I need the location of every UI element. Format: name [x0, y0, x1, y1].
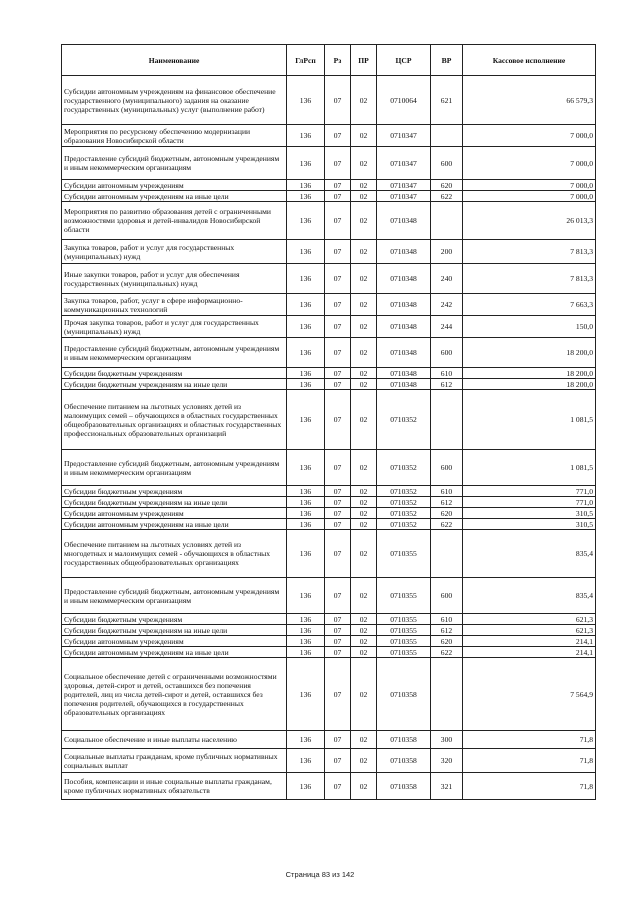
row-glrsp-cell: 136 [287, 519, 325, 530]
row-glrsp-cell: 136 [287, 264, 325, 294]
table-row [62, 749, 596, 773]
row-glrsp-cell: 136 [287, 125, 325, 147]
row-vr-cell: 620 [431, 636, 463, 647]
column-header-amount: Кассовое исполнение [463, 45, 596, 76]
row-pr-cell: 02 [351, 486, 377, 497]
row-glrsp-cell: 136 [287, 147, 325, 180]
row-vr-cell [431, 390, 463, 450]
row-vr-cell: 600 [431, 147, 463, 180]
row-amount-cell: 621,3 [463, 614, 596, 625]
row-rz-cell: 07 [325, 486, 351, 497]
row-csr-cell: 0710347 [377, 147, 431, 180]
row-pr-cell: 02 [351, 368, 377, 379]
row-name-cell: Обеспечение питанием на льготных условиях детей из малоимущих семей – обучающихся в областных государственных общеобразовательных организациях и областных государственных профессиональных образовательных организаций [62, 390, 287, 450]
row-amount-cell: 18 200,0 [463, 368, 596, 379]
table-row [62, 338, 596, 368]
table-header-row [62, 45, 596, 76]
table-row [62, 191, 596, 202]
row-name-cell: Прочая закупка товаров, работ и услуг для государственных (муниципальных) нужд [62, 316, 287, 338]
row-pr-cell: 02 [351, 497, 377, 508]
row-rz-cell: 07 [325, 76, 351, 125]
row-pr-cell: 02 [351, 191, 377, 202]
row-pr-cell: 02 [351, 636, 377, 647]
row-glrsp-cell: 136 [287, 368, 325, 379]
table-row [62, 125, 596, 147]
row-csr-cell: 0710355 [377, 530, 431, 578]
table-row [62, 773, 596, 800]
row-name-cell: Мероприятия по ресурсному обеспечению модернизации образования Новосибирской области [62, 125, 287, 147]
row-amount-cell: 7 663,3 [463, 294, 596, 316]
row-vr-cell: 612 [431, 497, 463, 508]
row-rz-cell: 07 [325, 636, 351, 647]
table-row [62, 147, 596, 180]
table-body [62, 76, 596, 800]
row-amount-cell: 26 013,3 [463, 202, 596, 240]
row-pr-cell: 02 [351, 614, 377, 625]
row-csr-cell: 0710352 [377, 519, 431, 530]
page-number: Страница 83 из 142 [285, 870, 355, 879]
row-glrsp-cell: 136 [287, 530, 325, 578]
row-rz-cell: 07 [325, 147, 351, 180]
row-vr-cell: 240 [431, 264, 463, 294]
row-csr-cell: 0710355 [377, 578, 431, 614]
column-header-rz: Рз [325, 45, 351, 76]
row-rz-cell: 07 [325, 368, 351, 379]
row-vr-cell [431, 125, 463, 147]
row-pr-cell: 02 [351, 647, 377, 658]
table-row [62, 76, 596, 125]
row-glrsp-cell: 136 [287, 338, 325, 368]
row-name-cell: Обеспечение питанием на льготных условиях детей из многодетных и малоимущих семей - обучающихся в областных государственных общеобразовательных организациях [62, 530, 287, 578]
row-csr-cell: 0710352 [377, 450, 431, 486]
row-rz-cell: 07 [325, 390, 351, 450]
row-amount-cell: 18 200,0 [463, 379, 596, 390]
row-amount-cell: 7 000,0 [463, 147, 596, 180]
table-row [62, 294, 596, 316]
row-glrsp-cell: 136 [287, 486, 325, 497]
row-vr-cell: 620 [431, 508, 463, 519]
row-amount-cell: 771,0 [463, 497, 596, 508]
row-amount-cell: 1 081,5 [463, 450, 596, 486]
table-row [62, 614, 596, 625]
row-csr-cell: 0710355 [377, 614, 431, 625]
row-rz-cell: 07 [325, 379, 351, 390]
row-pr-cell: 02 [351, 625, 377, 636]
row-csr-cell: 0710348 [377, 240, 431, 264]
table-row [62, 519, 596, 530]
row-csr-cell: 0710348 [377, 264, 431, 294]
row-amount-cell: 7 813,3 [463, 240, 596, 264]
row-vr-cell: 612 [431, 379, 463, 390]
row-name-cell: Субсидии автономным учреждениям на иные цели [62, 647, 287, 658]
row-vr-cell: 300 [431, 731, 463, 749]
row-vr-cell: 244 [431, 316, 463, 338]
row-glrsp-cell: 136 [287, 390, 325, 450]
row-pr-cell: 02 [351, 316, 377, 338]
row-rz-cell: 07 [325, 658, 351, 731]
row-pr-cell: 02 [351, 240, 377, 264]
row-rz-cell: 07 [325, 180, 351, 191]
column-header-name: Наименование [62, 45, 287, 76]
row-glrsp-cell: 136 [287, 497, 325, 508]
row-csr-cell: 0710348 [377, 338, 431, 368]
row-csr-cell: 0710358 [377, 749, 431, 773]
row-pr-cell: 02 [351, 202, 377, 240]
row-name-cell: Закупка товаров, работ и услуг для государственных (муниципальных) нужд [62, 240, 287, 264]
table-row [62, 497, 596, 508]
row-vr-cell: 610 [431, 368, 463, 379]
row-rz-cell: 07 [325, 625, 351, 636]
row-pr-cell: 02 [351, 731, 377, 749]
row-name-cell: Иные закупки товаров, работ и услуг для обеспечения государственных (муниципальных) нужд [62, 264, 287, 294]
row-glrsp-cell: 136 [287, 191, 325, 202]
row-pr-cell: 02 [351, 147, 377, 180]
row-name-cell: Субсидии автономным учреждениям [62, 180, 287, 191]
table-row [62, 180, 596, 191]
row-csr-cell: 0710348 [377, 368, 431, 379]
row-name-cell: Предоставление субсидий бюджетным, автономным учреждениям и иным некоммерческим организациям [62, 338, 287, 368]
row-glrsp-cell: 136 [287, 202, 325, 240]
row-glrsp-cell: 136 [287, 731, 325, 749]
row-glrsp-cell: 136 [287, 379, 325, 390]
row-rz-cell: 07 [325, 202, 351, 240]
row-glrsp-cell: 136 [287, 658, 325, 731]
row-rz-cell: 07 [325, 614, 351, 625]
row-pr-cell: 02 [351, 508, 377, 519]
row-amount-cell: 71,8 [463, 749, 596, 773]
row-rz-cell: 07 [325, 578, 351, 614]
row-pr-cell: 02 [351, 76, 377, 125]
row-name-cell: Закупка товаров, работ, услуг в сфере информационно-коммуникационных технологий [62, 294, 287, 316]
row-pr-cell: 02 [351, 180, 377, 191]
row-name-cell: Субсидии автономным учреждениям на иные цели [62, 519, 287, 530]
row-amount-cell: 310,5 [463, 508, 596, 519]
row-rz-cell: 07 [325, 647, 351, 658]
row-csr-cell: 0710347 [377, 125, 431, 147]
row-rz-cell: 07 [325, 450, 351, 486]
row-vr-cell: 622 [431, 519, 463, 530]
row-glrsp-cell: 136 [287, 749, 325, 773]
row-pr-cell: 02 [351, 773, 377, 800]
row-vr-cell: 600 [431, 578, 463, 614]
row-amount-cell: 7 813,3 [463, 264, 596, 294]
table-row [62, 636, 596, 647]
row-amount-cell: 7 000,0 [463, 180, 596, 191]
row-csr-cell: 0710064 [377, 76, 431, 125]
row-vr-cell: 622 [431, 647, 463, 658]
table-row [62, 647, 596, 658]
table-row [62, 658, 596, 731]
row-name-cell: Субсидии бюджетным учреждениям на иные цели [62, 379, 287, 390]
row-rz-cell: 07 [325, 316, 351, 338]
row-amount-cell: 214,1 [463, 647, 596, 658]
row-rz-cell: 07 [325, 519, 351, 530]
row-csr-cell: 0710358 [377, 658, 431, 731]
row-vr-cell [431, 658, 463, 731]
budget-table [61, 44, 596, 800]
row-vr-cell [431, 530, 463, 578]
row-csr-cell: 0710348 [377, 294, 431, 316]
column-header-pr: ПР [351, 45, 377, 76]
row-pr-cell: 02 [351, 578, 377, 614]
column-header-vr: ВР [431, 45, 463, 76]
row-glrsp-cell: 136 [287, 450, 325, 486]
table-row [62, 731, 596, 749]
table-row [62, 450, 596, 486]
row-name-cell: Субсидии автономным учреждениям [62, 636, 287, 647]
row-csr-cell: 0710348 [377, 379, 431, 390]
row-amount-cell: 150,0 [463, 316, 596, 338]
row-glrsp-cell: 136 [287, 578, 325, 614]
row-vr-cell: 612 [431, 625, 463, 636]
row-rz-cell: 07 [325, 530, 351, 578]
row-rz-cell: 07 [325, 773, 351, 800]
row-csr-cell: 0710355 [377, 647, 431, 658]
row-amount-cell: 7 000,0 [463, 191, 596, 202]
row-vr-cell: 610 [431, 614, 463, 625]
row-name-cell: Субсидии автономным учреждениям на иные цели [62, 191, 287, 202]
row-name-cell: Предоставление субсидий бюджетным, автономным учреждениям и иным некоммерческим организациям [62, 450, 287, 486]
row-pr-cell: 02 [351, 530, 377, 578]
row-glrsp-cell: 136 [287, 180, 325, 191]
row-amount-cell: 7 564,9 [463, 658, 596, 731]
row-glrsp-cell: 136 [287, 294, 325, 316]
row-vr-cell: 610 [431, 486, 463, 497]
row-csr-cell: 0710347 [377, 180, 431, 191]
row-glrsp-cell: 136 [287, 773, 325, 800]
row-pr-cell: 02 [351, 379, 377, 390]
row-name-cell: Субсидии автономным учреждениям [62, 508, 287, 519]
table-row [62, 578, 596, 614]
row-glrsp-cell: 136 [287, 647, 325, 658]
row-rz-cell: 07 [325, 264, 351, 294]
table-row [62, 316, 596, 338]
row-name-cell: Субсидии бюджетным учреждениям [62, 614, 287, 625]
table-row [62, 240, 596, 264]
table-row [62, 508, 596, 519]
row-glrsp-cell: 136 [287, 76, 325, 125]
table-row [62, 390, 596, 450]
row-vr-cell: 600 [431, 450, 463, 486]
row-csr-cell: 0710348 [377, 316, 431, 338]
row-glrsp-cell: 136 [287, 508, 325, 519]
row-amount-cell: 71,8 [463, 731, 596, 749]
row-vr-cell: 621 [431, 76, 463, 125]
row-rz-cell: 07 [325, 338, 351, 368]
row-rz-cell: 07 [325, 731, 351, 749]
row-glrsp-cell: 136 [287, 625, 325, 636]
row-glrsp-cell: 136 [287, 614, 325, 625]
row-pr-cell: 02 [351, 390, 377, 450]
row-name-cell: Субсидии бюджетным учреждениям на иные цели [62, 497, 287, 508]
row-vr-cell: 242 [431, 294, 463, 316]
row-name-cell: Социальное обеспечение и иные выплаты населению [62, 731, 287, 749]
row-amount-cell: 621,3 [463, 625, 596, 636]
row-name-cell: Пособия, компенсации и иные социальные выплаты гражданам, кроме публичных нормативных обязательств [62, 773, 287, 800]
table-row [62, 625, 596, 636]
row-amount-cell: 310,5 [463, 519, 596, 530]
row-csr-cell: 0710358 [377, 773, 431, 800]
row-name-cell: Предоставление субсидий бюджетным, автономным учреждениям и иным некоммерческим организациям [62, 147, 287, 180]
row-name-cell: Субсидии автономным учреждениям на финансовое обеспечение государственного (муниципального) задания на оказание государственных (муниципальных) услуг (выполнение работ) [62, 76, 287, 125]
row-name-cell: Мероприятия по развитию образования детей с ограниченными возможностями здоровья и детей-инвалидов Новосибирской области [62, 202, 287, 240]
column-header-csr: ЦСР [377, 45, 431, 76]
row-amount-cell: 835,4 [463, 578, 596, 614]
row-csr-cell: 0710352 [377, 390, 431, 450]
row-vr-cell: 320 [431, 749, 463, 773]
row-name-cell: Социальное обеспечение детей с ограниченными возможностями здоровья, детей-сирот и детей, оставшихся без попечения родителей, лиц из числа детей-сирот и детей, оставшихся без попечения родителей, обучающихся в государственных образовательных организациях [62, 658, 287, 731]
table-row [62, 264, 596, 294]
row-pr-cell: 02 [351, 519, 377, 530]
row-rz-cell: 07 [325, 497, 351, 508]
row-vr-cell: 200 [431, 240, 463, 264]
row-glrsp-cell: 136 [287, 636, 325, 647]
row-rz-cell: 07 [325, 508, 351, 519]
row-amount-cell: 71,8 [463, 773, 596, 800]
row-glrsp-cell: 136 [287, 240, 325, 264]
row-vr-cell: 622 [431, 191, 463, 202]
row-csr-cell: 0710347 [377, 191, 431, 202]
row-rz-cell: 07 [325, 749, 351, 773]
row-rz-cell: 07 [325, 191, 351, 202]
row-name-cell: Субсидии бюджетным учреждениям на иные цели [62, 625, 287, 636]
table-row [62, 202, 596, 240]
row-amount-cell: 1 081,5 [463, 390, 596, 450]
row-csr-cell: 0710355 [377, 636, 431, 647]
row-glrsp-cell: 136 [287, 316, 325, 338]
row-name-cell: Субсидии бюджетным учреждениям [62, 486, 287, 497]
column-header-glrsp: ГлРсп [287, 45, 325, 76]
row-amount-cell: 771,0 [463, 486, 596, 497]
row-vr-cell: 600 [431, 338, 463, 368]
row-pr-cell: 02 [351, 658, 377, 731]
table-row [62, 379, 596, 390]
row-pr-cell: 02 [351, 264, 377, 294]
row-rz-cell: 07 [325, 125, 351, 147]
row-amount-cell: 214,1 [463, 636, 596, 647]
row-csr-cell: 0710358 [377, 731, 431, 749]
row-name-cell: Субсидии бюджетным учреждениям [62, 368, 287, 379]
row-name-cell: Социальные выплаты гражданам, кроме публичных нормативных социальных выплат [62, 749, 287, 773]
table-row [62, 530, 596, 578]
row-amount-cell: 835,4 [463, 530, 596, 578]
row-pr-cell: 02 [351, 125, 377, 147]
row-amount-cell: 7 000,0 [463, 125, 596, 147]
row-csr-cell: 0710355 [377, 625, 431, 636]
row-amount-cell: 18 200,0 [463, 338, 596, 368]
table-row [62, 368, 596, 379]
row-rz-cell: 07 [325, 240, 351, 264]
row-csr-cell: 0710352 [377, 486, 431, 497]
row-amount-cell: 66 579,3 [463, 76, 596, 125]
row-rz-cell: 07 [325, 294, 351, 316]
table-row [62, 486, 596, 497]
row-vr-cell: 321 [431, 773, 463, 800]
row-vr-cell [431, 202, 463, 240]
row-csr-cell: 0710352 [377, 508, 431, 519]
row-csr-cell: 0710352 [377, 497, 431, 508]
row-pr-cell: 02 [351, 294, 377, 316]
row-name-cell: Предоставление субсидий бюджетным, автономным учреждениям и иным некоммерческим организациям [62, 578, 287, 614]
row-vr-cell: 620 [431, 180, 463, 191]
row-pr-cell: 02 [351, 450, 377, 486]
row-pr-cell: 02 [351, 749, 377, 773]
row-pr-cell: 02 [351, 338, 377, 368]
row-csr-cell: 0710348 [377, 202, 431, 240]
